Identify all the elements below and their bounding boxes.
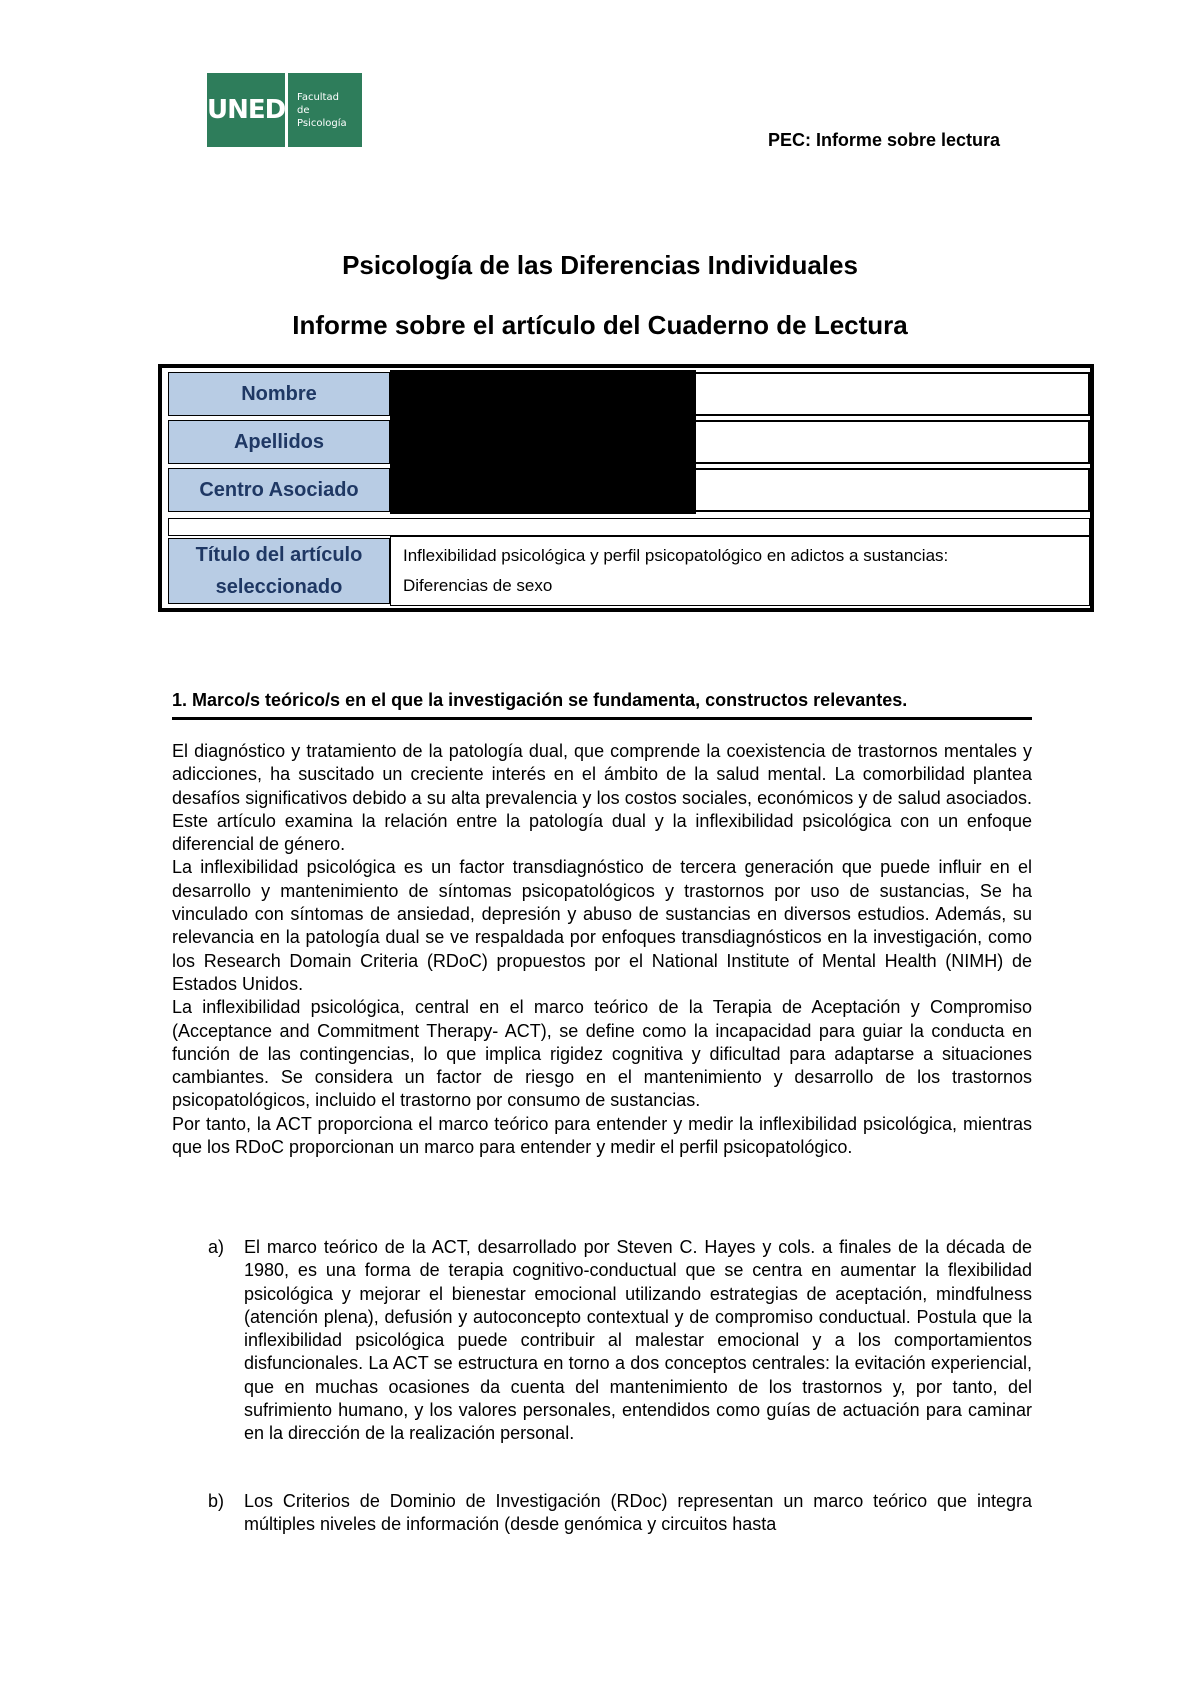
list-text-a: El marco teórico de la ACT, desarrollado por Steven C. Hayes y cols. a finales de la década de 1980, es una forma de terapia cognitivo-conductual que se centra en aumentar la flexibilidad psicológica y mejorar el bienestar emocional utilizando estrategias de aceptación, mindfulness (atención plena), defusión y autoconcepto contextual y de compromiso conductual. Postula que la inflexibilidad psicológica puede contribuir al malestar emocional y a los comportamientos disfuncionales. La ACT se estructura en torno a dos conceptos centrales: la evitación experiencial, que en muchas ocasiones da cuenta del mantenimiento de los trastornos y, por tanto, del sufrimiento humano, y los valores personales, entendidos como guías de actuación para caminar en la dirección de la realización personal. <box>244 1237 1032 1444</box>
logo-subtitle <box>288 91 362 130</box>
centro-label: Centro Asociado <box>168 468 390 512</box>
paragraph: La inflexibilidad psicológica, central en el marco teórico de la Terapia de Aceptación y Compromiso (Acceptance and Commitment Therapy- ACT), se define como la incapacidad para guiar la conducta en función de las contingencias, lo que implica rigidez cognitiva y dificultad para adaptarse a situaciones cambiantes. Se considera un factor de riesgo en el mantenimiento y desarrollo de los trastornos psicopatológicos, incluido el trastorno por consumo de sustancias. <box>172 997 1032 1111</box>
logo-line-1: Facultad <box>296 91 339 103</box>
redacted-block <box>394 370 696 514</box>
nombre-label: Nombre <box>168 372 390 416</box>
spacer-row <box>168 518 1090 536</box>
titulo-value-line-1: Inflexibilidad psicológica y perfil psicopatológico en adictos a sustancias: <box>403 546 949 565</box>
page-title: Psicología de las Diferencias Individuales <box>342 250 858 280</box>
section-1-body <box>172 740 1032 1159</box>
apellidos-label: Apellidos <box>168 420 390 464</box>
header-label: PEC: Informe sobre lectura <box>767 130 1000 150</box>
paragraph: La inflexibilidad psicológica es un factor transdiagnóstico de tercera generación que puede influir en el desarrollo y mantenimiento de síntomas psicopatológicos y trastornos por uso de sustancias, Se ha vinculado con síntomas de ansiedad, depresión y abuso de sustancias en diversos estudios. Además, su relevancia en la patología dual se ve respaldada por enfoques transdiagnósticos en la investigación, como los Research Domain Criteria (RDoC) propuestos por el National Institute of Mental Health (NIMH) de Estados Unidos. <box>172 857 1032 994</box>
list-item-b <box>208 1490 1032 1537</box>
page-subtitle: Informe sobre el artículo del Cuaderno de Lectura <box>292 310 908 340</box>
nombre-field[interactable] <box>696 372 1090 416</box>
student-info-form <box>158 364 1094 612</box>
section-1-heading: 1. Marco/s teórico/s en el que la investigación se fundamenta, constructos relevantes. <box>172 690 1032 720</box>
apellidos-field[interactable] <box>696 420 1090 464</box>
centro-field[interactable] <box>696 468 1090 512</box>
logo-word: UNED <box>207 95 286 125</box>
titulo-label-line-1: Título del artículo <box>195 544 363 566</box>
uned-logo <box>207 73 362 147</box>
titulo-value-line-2: Diferencias de sexo <box>403 576 553 595</box>
paragraph: Por tanto, la ACT proporciona el marco teórico para entender y medir la inflexibilidad psicológica, mientras que los RDoC proporcionan un marco para entender y medir el perfil psicopatológico. <box>172 1113 1032 1158</box>
titulo-label-line-2: seleccionado <box>215 576 343 598</box>
logo-line-2: de Psicología <box>296 104 347 129</box>
list-marker-b: b) <box>208 1491 225 1511</box>
titulo-label <box>168 538 390 604</box>
titulo-field[interactable] <box>390 536 1090 606</box>
list-item-a <box>208 1236 1032 1446</box>
list-text-b: Los Criterios de Dominio de Investigación (RDoc) representan un marco teórico que integra múltiples niveles de información (desde genómica y circuitos hasta <box>244 1491 1032 1535</box>
paragraph: El diagnóstico y tratamiento de la patología dual, que comprende la coexistencia de trastornos mentales y adicciones, ha suscitado un creciente interés en el ámbito de la salud mental. La comorbilidad plantea desafíos significativos debido a su alta prevalencia y los costos sociales, económicos y de salud asociados. Este artículo examina la relación entre la patología dual y la inflexibilidad psicológica con un enfoque diferencial de género. <box>172 741 1032 855</box>
list-marker-a: a) <box>208 1237 225 1257</box>
